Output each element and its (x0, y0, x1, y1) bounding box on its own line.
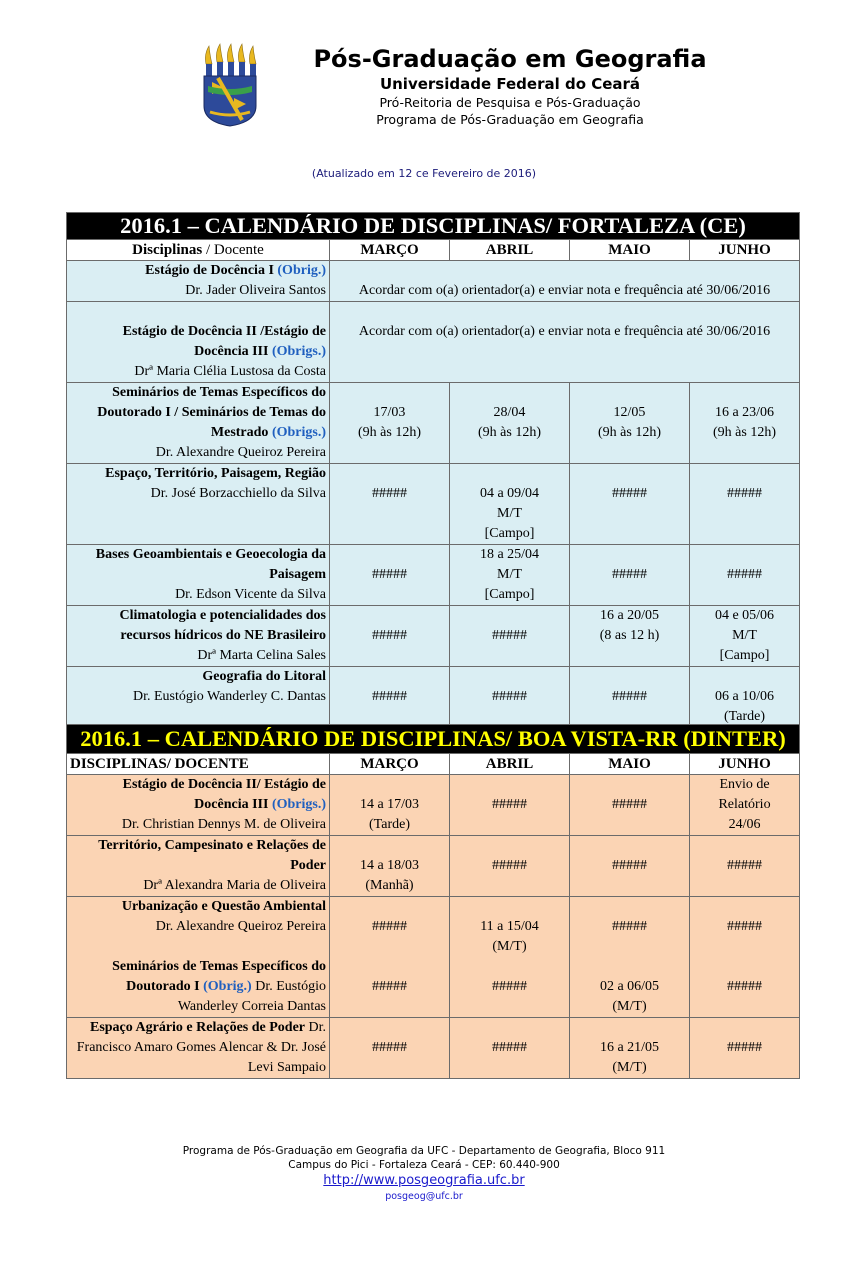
note-line: Relatório (718, 797, 771, 812)
fortaleza-calendar-table (66, 212, 800, 728)
table-row (67, 261, 800, 302)
course-cell (67, 383, 330, 464)
col-header-junho: JUNHO (690, 754, 800, 775)
teacher-name: Dr. Eustógio Wanderley Correia Dantas (177, 979, 326, 1014)
course-name: Bases Geoambientais e Geoecologia da Paisagem (95, 547, 326, 582)
fortaleza-title: 2016.1 – CALENDÁRIO DE DISCIPLINAS/ FORTALEZA (CE) (67, 213, 800, 240)
schedule-maio (570, 897, 690, 1018)
column-header-row (67, 240, 800, 261)
r4-value: ##### (372, 979, 407, 994)
header-prorectory: Pró-Reitoria de Pesquisa e Pós-Graduação (379, 95, 641, 110)
course-name: Seminários de Temas Específicos do Doutorado I (112, 959, 326, 994)
course-cell (67, 836, 330, 897)
table-row (67, 836, 800, 897)
schedule-marco: ##### (330, 667, 450, 728)
course-cell (67, 464, 330, 545)
boavista-title: 2016.1 – CALENDÁRIO DE DISCIPLINAS/ BOA VISTA-RR (DINTER) (67, 725, 800, 754)
col-header-abril: ABRIL (450, 754, 570, 775)
time: M/T (732, 628, 757, 643)
date: 28/04 (493, 405, 526, 420)
time: (9h às 12h) (478, 425, 541, 440)
col-header-marco: MARÇO (330, 240, 450, 261)
time: M/T (497, 506, 522, 521)
header-university: Universidade Federal do Ceará (379, 75, 641, 93)
table-row (67, 464, 800, 545)
schedule-abril: ##### (450, 775, 570, 836)
course-name: Geografia do Litoral (202, 669, 326, 684)
course-name: Estágio de Docência II /Estágio de Docência III (122, 324, 326, 359)
schedule-marco: ##### (330, 545, 450, 606)
updated-note: (Atualizado em 12 ce Fevereiro de 2016) (311, 167, 537, 180)
date: 02 a 06/05 (599, 979, 660, 994)
schedule-junho: ##### (690, 836, 800, 897)
time: (Manhã) (365, 878, 414, 893)
course-cell (67, 897, 330, 1018)
table-title-row (67, 213, 800, 240)
course-name: Urbanização e Questão Ambiental (121, 899, 326, 914)
header-program: Programa de Pós-Graduação em Geografia (376, 112, 644, 127)
col-header-maio: MAIO (570, 240, 690, 261)
time: M/T (497, 567, 522, 582)
table-row (67, 1018, 800, 1079)
teacher-name: Dr. Edson Vicente da Silva (175, 587, 326, 602)
teacher-name: Dr. Alexandre Queiroz Pereira (155, 919, 326, 934)
location: [Campo] (719, 648, 770, 663)
column-header-row (67, 754, 800, 775)
schedule-maio: ##### (570, 464, 690, 545)
schedule-junho (690, 775, 800, 836)
teacher-name: Dr. Eustógio Wanderley C. Dantas (132, 689, 326, 704)
date: 04 e 05/06 (714, 608, 775, 623)
teacher-name: Drª Alexandra Maria de Oliveira (143, 878, 326, 893)
schedule-junho: ##### (690, 1018, 800, 1079)
r4-value: ##### (727, 979, 763, 994)
date: 16 a 20/05 (599, 608, 660, 623)
course-name: Espaço, Território, Paisagem, Região (105, 466, 326, 481)
obrig-tag: (Obrigs.) (271, 344, 326, 359)
course-name: Estágio de Docência II/ Estágio de Docência III (122, 777, 326, 812)
course-cell (67, 775, 330, 836)
schedule-abril: ##### (450, 1018, 570, 1079)
obrig-tag: (Obrigs.) (271, 797, 326, 812)
col-header-maio: MAIO (570, 754, 690, 775)
footer-address-line1: Programa de Pós-Graduação em Geografia da UFC - Departamento de Geografia, Bloco 911 (182, 1145, 666, 1157)
time: (M/T) (492, 939, 527, 954)
boavista-calendar-table (66, 724, 800, 1079)
course-name: Espaço Agrário e Relações de Poder (89, 1020, 305, 1035)
schedule-abril (450, 464, 570, 545)
date: 04 a 09/04 (479, 486, 540, 501)
schedule-abril: ##### (450, 836, 570, 897)
schedule-marco (330, 383, 450, 464)
schedule-junho (690, 606, 800, 667)
course-name: Climatologia e potencialidades dos recursos hídricos do NE Brasileiro (119, 608, 326, 643)
time: (M/T) (612, 1060, 647, 1075)
teacher-name: Drª Marta Celina Sales (197, 648, 326, 663)
table-title-row (67, 725, 800, 754)
obrig-tag: (Obrigs.) (271, 425, 326, 440)
date: 16 a 23/06 (714, 405, 775, 420)
ufc-crest-logo (198, 42, 260, 128)
location: [Campo] (484, 587, 535, 602)
schedule-maio: ##### (570, 836, 690, 897)
col-header-disciplinas (67, 240, 330, 261)
teacher-name: Dr. José Borzacchiello da Silva (150, 486, 326, 501)
date: 14 a 18/03 (359, 858, 420, 873)
schedule-marco: ##### (330, 1018, 450, 1079)
teacher-name: Dr. Jader Oliveira Santos (185, 283, 326, 298)
schedule-marco (330, 897, 450, 1018)
date: 12/05 (613, 405, 646, 420)
schedule-maio (570, 383, 690, 464)
date: 14 a 17/03 (359, 797, 420, 812)
col-header-disciplinas: DISCIPLINAS/ DOCENTE (67, 754, 330, 775)
schedule-maio: ##### (570, 545, 690, 606)
schedule-marco: ##### (330, 464, 450, 545)
schedule-marco: ##### (330, 606, 450, 667)
col-header-junho: JUNHO (690, 240, 800, 261)
course-cell (67, 1018, 330, 1079)
time: (8 as 12 h) (599, 628, 660, 643)
location: [Campo] (484, 526, 535, 541)
schedule-abril (450, 545, 570, 606)
r3-value: ##### (612, 919, 647, 934)
time: (Tarde) (724, 709, 766, 724)
course-cell (67, 545, 330, 606)
schedule-maio (570, 1018, 690, 1079)
course-cell (67, 606, 330, 667)
r3-value: ##### (372, 919, 407, 934)
footer-email-link[interactable]: posgeog@ufc.br (385, 1191, 463, 1202)
table-row (67, 383, 800, 464)
teacher-name: Dr. Francisco Amaro Gomes Alencar & Dr. José Levi Sampaio (76, 1020, 326, 1075)
table-row (67, 897, 800, 1018)
schedule-abril (450, 897, 570, 1018)
teacher-name: Dr. Alexandre Queiroz Pereira (155, 445, 326, 460)
time: (9h às 12h) (358, 425, 421, 440)
date: 11 a 15/04 (480, 919, 539, 934)
course-name: Seminários de Temas Específicos do Doutorado I / Seminários de Temas do Mestrado (97, 385, 326, 440)
col-header-disc-b: / Docente (202, 242, 264, 258)
date: 06 a 10/06 (714, 689, 775, 704)
page-footer (0, 1144, 848, 1204)
footer-address-line2: Campus do Pici - Fortaleza Ceará - CEP: 60.440-900 (288, 1159, 560, 1171)
table-row (67, 302, 800, 383)
schedule-junho: ##### (690, 545, 800, 606)
table-row (67, 545, 800, 606)
schedule-marco (330, 775, 450, 836)
r3-value: ##### (727, 919, 763, 934)
header-title: Pós-Graduação em Geografia (313, 45, 707, 73)
schedule-marco (330, 836, 450, 897)
obrig-tag: (Obrig.) (277, 263, 326, 278)
footer-website-link[interactable]: http://www.posgeografia.ufc.br (323, 1173, 525, 1188)
note-cell: Acordar com o(a) orientador(a) e enviar nota e frequência até 30/06/2016 (330, 261, 800, 302)
date: 16 a 21/05 (599, 1040, 660, 1055)
table-row (67, 775, 800, 836)
r4-value: ##### (492, 979, 527, 994)
page-header (300, 44, 720, 128)
schedule-abril: ##### (450, 606, 570, 667)
course-name: Estágio de Docência I (145, 263, 278, 278)
note-cell: Acordar com o(a) orientador(a) e enviar nota e frequência até 30/06/2016 (330, 302, 800, 383)
col-header-abril: ABRIL (450, 240, 570, 261)
schedule-junho: ##### (690, 464, 800, 545)
schedule-maio: ##### (570, 667, 690, 728)
date: 18 a 25/04 (479, 547, 540, 562)
note-line: Envio de (719, 777, 770, 792)
date: 24/06 (728, 817, 761, 832)
course-name: Território, Campesinato e Relações de Poder (98, 838, 326, 873)
table-row (67, 667, 800, 728)
time: (M/T) (612, 999, 647, 1014)
schedule-junho (690, 897, 800, 1018)
schedule-maio (570, 606, 690, 667)
schedule-abril (450, 383, 570, 464)
col-header-disc-a: Disciplinas (132, 242, 203, 258)
schedule-junho (690, 383, 800, 464)
col-header-marco: MARÇO (330, 754, 450, 775)
table-row (67, 606, 800, 667)
schedule-abril: ##### (450, 667, 570, 728)
schedule-junho (690, 667, 800, 728)
time: (9h às 12h) (713, 425, 777, 440)
teacher-name: Drª Maria Clélia Lustosa da Costa (134, 364, 326, 379)
time: (Tarde) (369, 817, 410, 832)
obrig-tag: (Obrig.) (203, 979, 252, 994)
course-cell (67, 302, 330, 383)
time: (9h às 12h) (598, 425, 661, 440)
date: 17/03 (373, 405, 406, 420)
course-cell (67, 261, 330, 302)
teacher-name: Dr. Christian Dennys M. de Oliveira (121, 817, 326, 832)
schedule-maio: ##### (570, 775, 690, 836)
course-cell (67, 667, 330, 728)
